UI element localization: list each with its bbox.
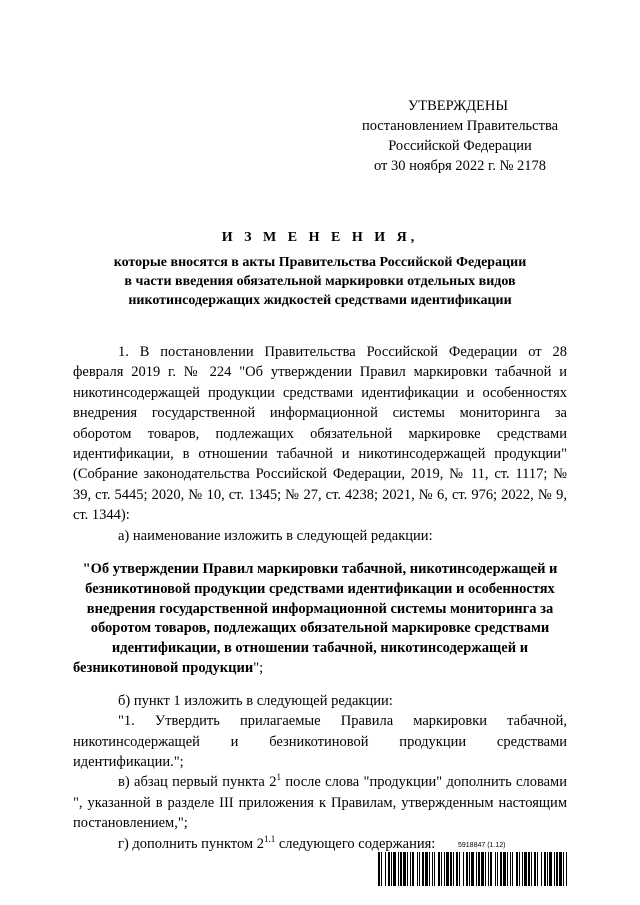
approval-date: от 30 ноября 2022 г. № 2178 <box>373 158 547 174</box>
approval-line: постановлением Правительства <box>361 118 559 134</box>
barcode-icon <box>378 852 568 886</box>
subheading-line: в части введения обязательной маркировки отдельных видов <box>124 274 516 289</box>
paragraph-b-quote: "1. Утвердить прилагаемые Правила маркировки табачной, никотинсодержащей и безникотиновой продукции средствами идентификации."; <box>73 713 567 771</box>
document-heading: И З М Е Н Е Н И Я, <box>221 230 419 245</box>
approval-block <box>330 96 590 176</box>
paragraph-g-start: г) дополнить пунктом 2 <box>118 835 264 852</box>
quoted-title-text: "Об утверждении Правил маркировки табачной, никотинсодержащей и безникотиновой продукции средствами идентификации и особенностях внедрения государственной информационной системы мониторинга за оборотом товаров, подлежащих обязательной маркировке средствами идентификации, в отношении табачной, никотинсодержащей и безникотиновой продукции <box>73 561 558 677</box>
barcode-number: 5918847 (1.12) <box>458 842 506 849</box>
subheading-line: никотинсодержащих жидкостей средствами идентификации <box>128 293 512 308</box>
paragraph-b: б) пункт 1 изложить в следующей редакции: <box>118 692 393 709</box>
subheading-line: которые вносятся в акты Правительства Российской Федерации <box>113 255 527 270</box>
quoted-title <box>73 560 567 679</box>
paragraph-v-end: после слова "продукции" дополнить словами ", указанной в разделе III приложения к Правилам, утвержденным настоящим постановлением,"; <box>73 774 567 832</box>
approval-title: УТВЕРЖДЕНЫ <box>407 98 509 114</box>
quoted-title-end: "; <box>253 660 264 677</box>
paragraph-a: а) наименование изложить в следующей редакции: <box>118 527 433 544</box>
document-subheading <box>80 253 560 310</box>
paragraph-g-end: следующего содержания: <box>275 835 436 852</box>
approval-line: Российской Федерации <box>388 138 532 154</box>
paragraph-v-start: в) абзац первый пункта 2 <box>118 774 277 791</box>
paragraph-g-sup: 1.1 <box>263 833 276 844</box>
paragraph-v <box>73 772 567 833</box>
paragraph-v-sup: 1 <box>276 772 281 783</box>
paragraph-1: 1. В постановлении Правительства Российской Федерации от 28 февраля 2019 г. № 224 "Об утверждении Правил маркировки табачной и никотинсодержащей продукции средствами идентификации и особенностях внедрения государственной информационной системы мониторинга за оборотом товаров, подлежащих обязательной маркировке средствами идентификации, в отношении табачной и никотинсодержащей продукции" (Собрание законодательства Российской Федерации, 2019, № 11, ст. 1117; № 39, ст. 5445; 2020, № 10, ст. 1345; № 27, ст. 4238; 2021, № 6, ст. 976; 2022, № 9, ст. 1344): <box>73 344 567 524</box>
document-body <box>73 342 567 854</box>
